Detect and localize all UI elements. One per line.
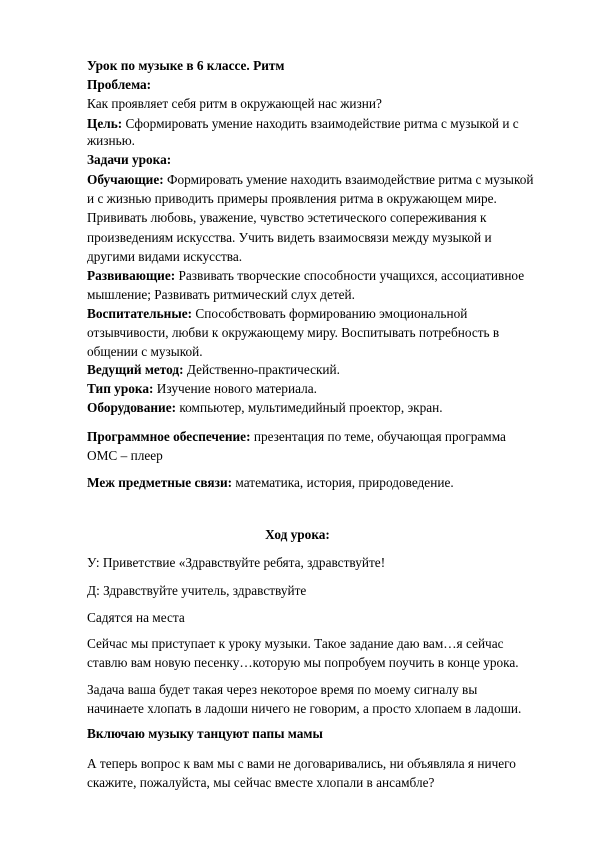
dev-line-1 [87,268,524,284]
problem-label: Проблема: [87,77,152,92]
paragraph-music-on: Включаю музыку танцуют папы мамы [87,726,323,741]
software-line-2: ОМС – плеер [87,448,163,463]
paragraph-greeting: У: Приветствие «Здравствуйте ребята, здравствуйте! [87,555,386,570]
upb-line-1 [87,306,467,322]
paragraph-task-line-2: начинаете хлопать в ладоши ничего не говорим, а просто хлопаем в ладоши. [87,701,522,716]
dev-text: Развивать творческие способности учащихся, ассоциативное [175,268,525,283]
links-label: Меж предметные связи: [87,475,233,490]
method-label: Ведущий метод: [87,362,184,377]
paragraph-question-line-2: скажите, пожалуйста, мы сейчас вместе хлопали в ансамбле? [87,775,435,790]
equip-text: компьютер, мультимедийный проектор, экран. [176,400,443,415]
software-text: презентация по теме, обучающая программа [250,429,506,444]
edu-line-4: произведениям искусства. Учить видеть взаимосвязи между музыкой и [87,230,492,245]
type-text: Изучение нового материала. [153,381,317,396]
upb-label: Воспитательные: [87,306,193,321]
upb-text: Способствовать формированию эмоциональной [192,306,468,321]
edu-line-3: Прививать любовь, уважение, чувство эстетического сопереживания к [87,210,487,225]
software-line-1 [87,429,506,445]
paragraph-start-line-1: Сейчас мы приступает к уроку музыки. Такое задание даю вам…я сейчас [87,636,504,651]
edu-line-1 [87,172,534,188]
edu-line-5: другими видами искусства. [87,249,243,264]
edu-text: Формировать умение находить взаимодействие ритма с музыкой [163,172,534,187]
dev-label: Развивающие: [87,268,176,283]
links-line [87,475,454,491]
edu-line-2: и с жизнью приводить примеры проявления ритма в окружающем мире. [87,191,497,206]
lesson-heading: Ход урока: [265,527,330,542]
method-line [87,362,340,378]
upb-line-2: отзывчивости, любви к окружающему миру. Воспитывать потребность в [87,325,500,340]
paragraph-reply: Д: Здравствуйте учитель, здравствуйте [87,583,307,598]
edu-label: Обучающие: [87,172,164,187]
dev-line-2: мышление; Развивать ритмический слух детей. [87,287,356,302]
type-line [87,381,317,397]
type-label: Тип урока: [87,381,154,396]
method-text: Действенно-практический. [183,362,340,377]
paragraph-question-line-1: А теперь вопрос к вам мы с вами не договаривались, ни объявляла я ничего [87,756,516,771]
links-text: математика, история, природоведение. [232,475,454,490]
equip-line [87,400,443,416]
goal-text: Сформировать умение находить взаимодействие ритма с музыкой и с [122,116,519,131]
software-label: Программное обеспечение: [87,429,251,444]
equip-label: Оборудование: [87,400,177,415]
lesson-title: Урок по музыке в 6 классе. Ритм [87,58,285,73]
tasks-label: Задачи урока: [87,152,172,167]
goal-label: Цель: [87,116,123,131]
paragraph-start-line-2: ставлю вам новую песенку…которую мы попробуем поучить в конце урока. [87,655,519,670]
goal-line-2: жизнью. [87,133,135,148]
goal-line-1 [87,116,519,132]
problem-text: Как проявляет себя ритм в окружающей нас жизни? [87,96,382,111]
paragraph-task-line-1: Задача ваша будет такая через некоторое время по моему сигналу вы [87,682,478,697]
paragraph-seated: Садятся на места [87,610,185,625]
upb-line-3: общении с музыкой. [87,344,203,359]
